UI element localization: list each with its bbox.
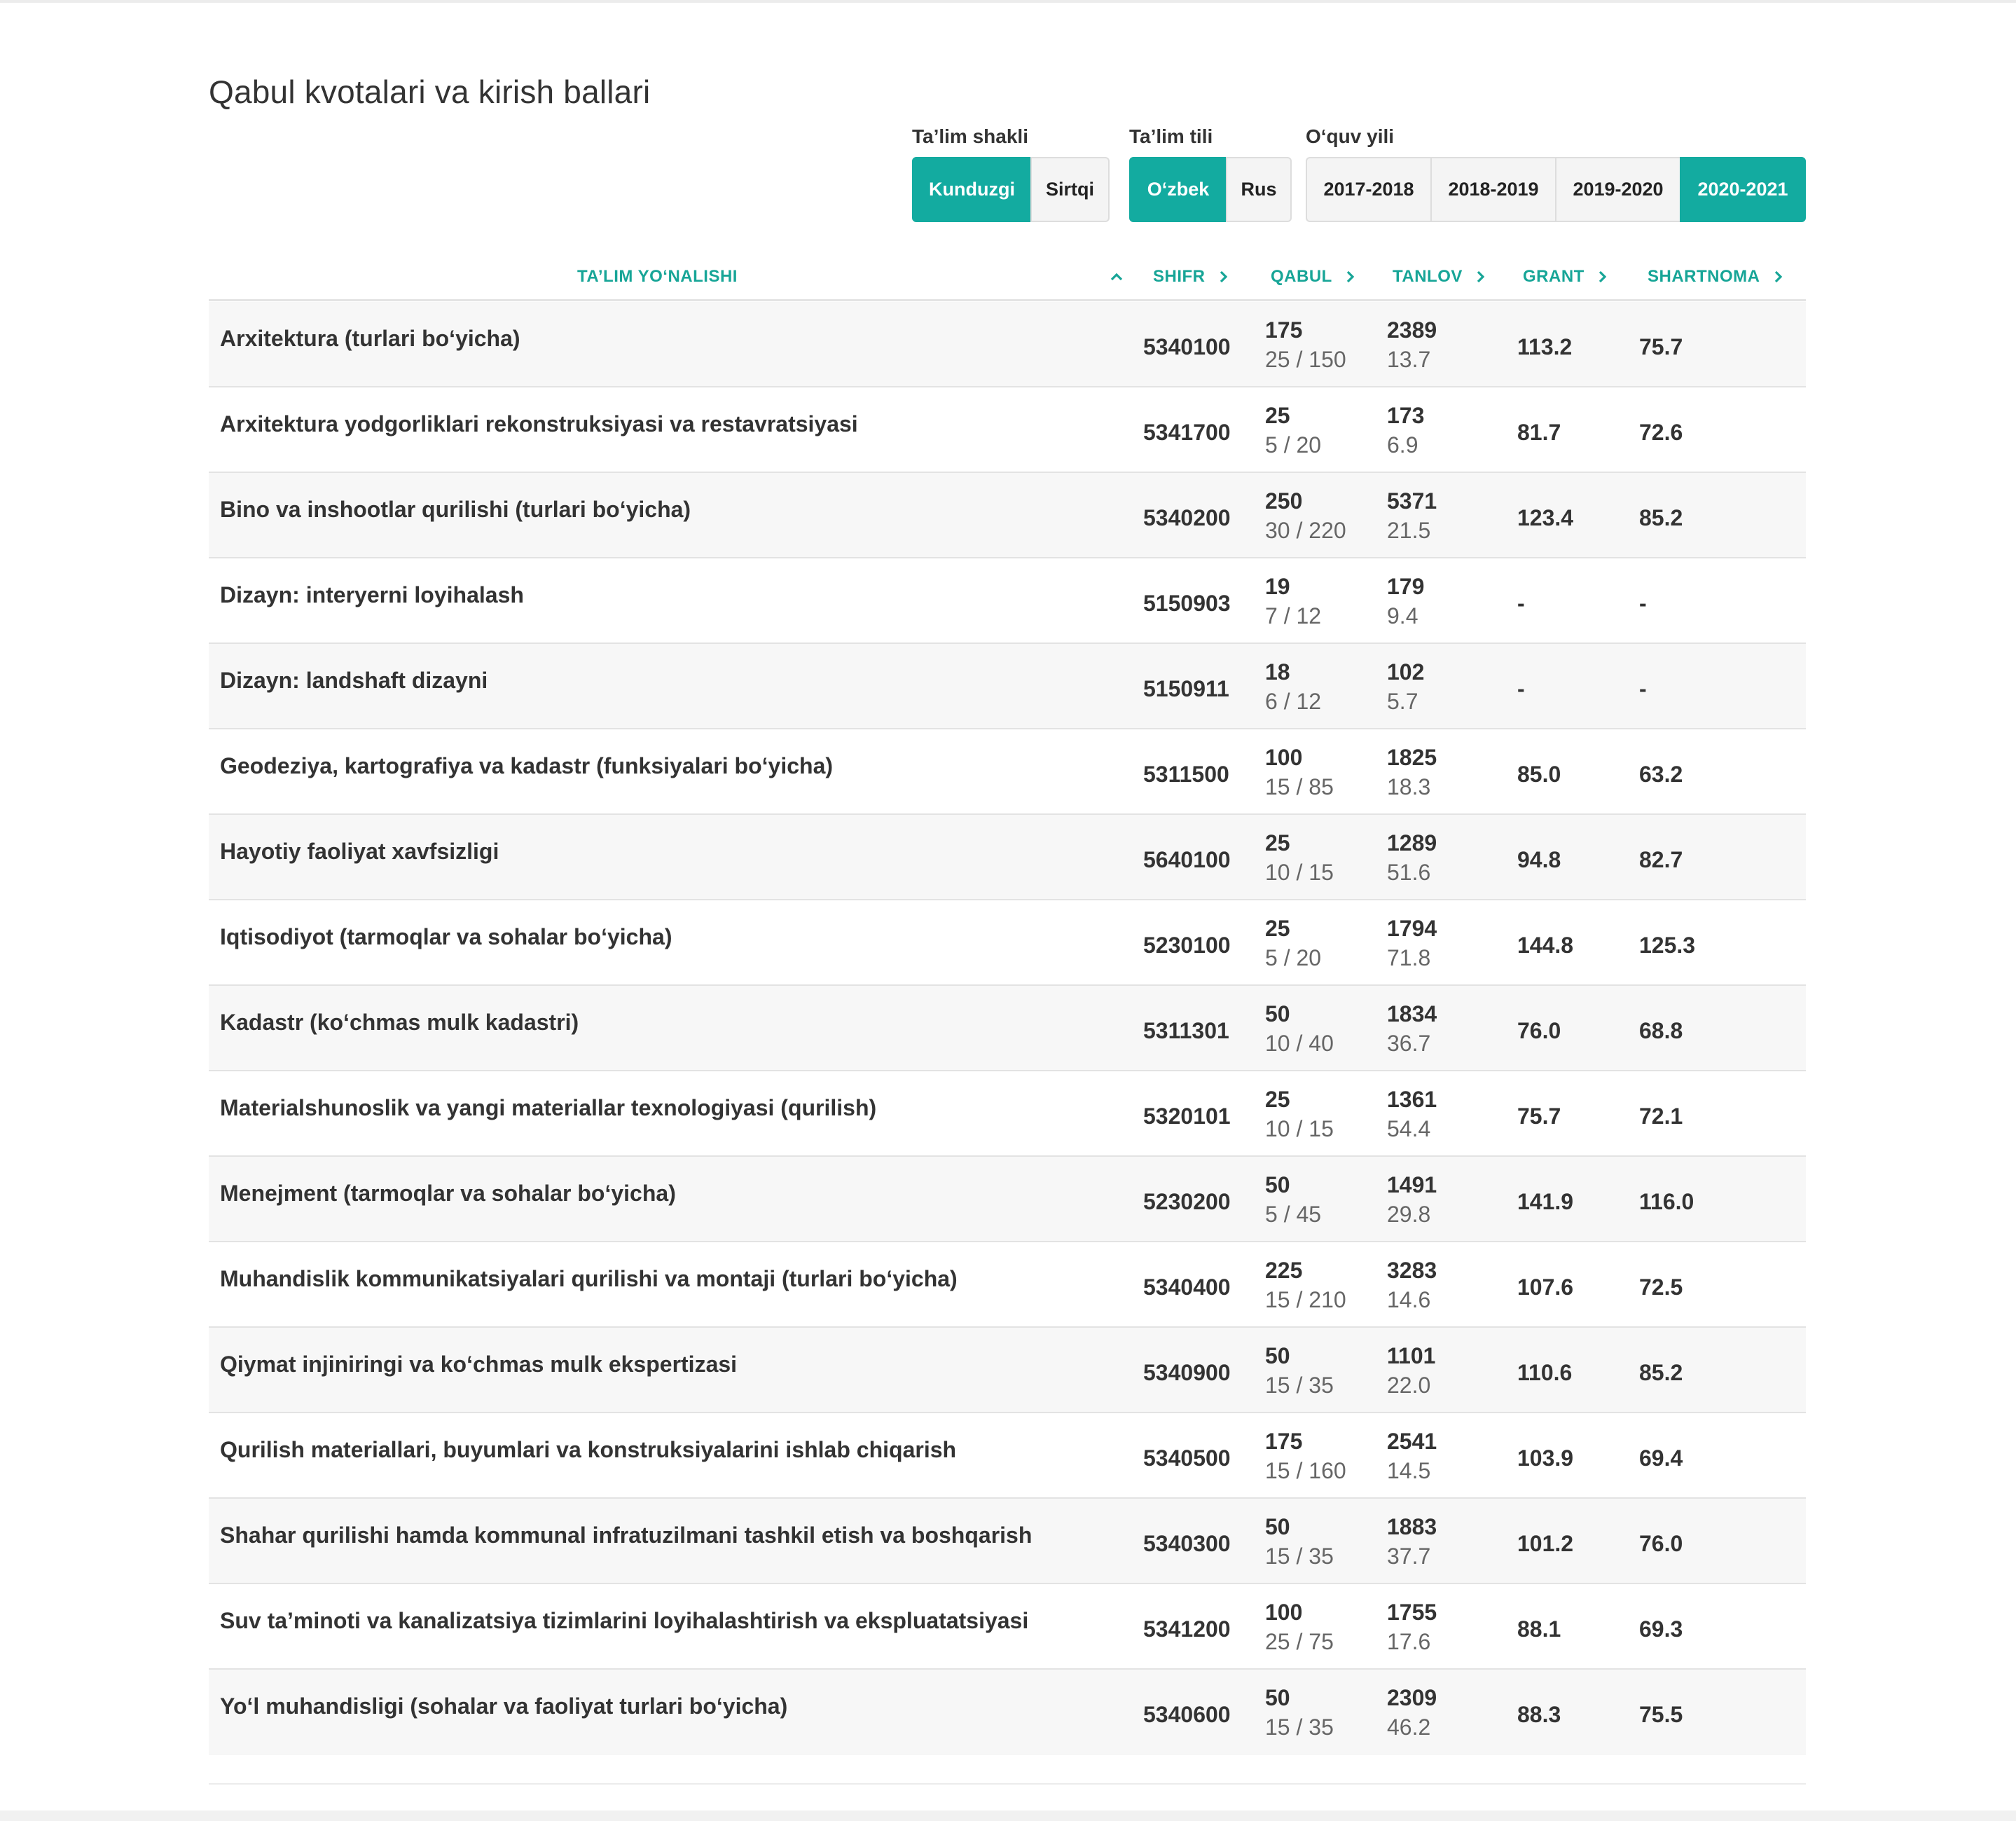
competition-cell (1387, 743, 1437, 802)
competition-cell (1387, 1427, 1437, 1486)
contract-score: - (1639, 676, 1647, 701)
direction-code: 5230100 (1143, 933, 1231, 958)
applicants-count: 1289 (1387, 830, 1437, 855)
competition-ratio: 46.2 (1387, 1715, 1431, 1740)
grant-score: 141.9 (1517, 1189, 1574, 1214)
column-header-direction-label: TA’LIM YO‘NALISHI (577, 267, 738, 286)
quota-total: 50 (1265, 1343, 1290, 1368)
quota-split: 6 / 12 (1265, 689, 1322, 714)
column-header-code[interactable] (1153, 252, 1228, 301)
quota-total: 18 (1265, 659, 1290, 685)
direction-name: Arxitektura (turlari bo‘yicha) (220, 326, 520, 351)
applicants-count: 173 (1387, 403, 1425, 428)
table-row (209, 558, 1806, 644)
applicants-count: 5371 (1387, 488, 1437, 514)
quota-split: 5 / 45 (1265, 1202, 1322, 1227)
quota-cell (1265, 1171, 1321, 1230)
quota-cell (1265, 658, 1321, 717)
table-row (209, 729, 1806, 815)
quota-cell (1265, 1598, 1334, 1657)
quota-total: 50 (1265, 1001, 1290, 1026)
language-uzbek-button[interactable]: O‘zbek (1129, 157, 1227, 222)
direction-code: 5640100 (1143, 847, 1231, 872)
direction-name: Kadastr (ko‘chmas mulk kadastri) (220, 1010, 579, 1035)
direction-code: 5340500 (1143, 1445, 1231, 1471)
table-row (209, 986, 1806, 1071)
grant-score: 107.6 (1517, 1274, 1574, 1300)
quota-total: 50 (1265, 1685, 1290, 1710)
table-row (209, 473, 1806, 558)
applicants-count: 3283 (1387, 1258, 1437, 1283)
table-header (209, 252, 1806, 301)
competition-cell (1387, 914, 1437, 973)
grant-score: 94.8 (1517, 847, 1561, 872)
quota-cell (1265, 1427, 1346, 1486)
competition-cell (1387, 401, 1424, 460)
direction-code: 5311301 (1143, 1018, 1229, 1043)
quota-total: 50 (1265, 1514, 1290, 1539)
direction-name: Qurilish materiallari, buyumlari va konstruksiyalarini ishlab chiqarish (220, 1437, 957, 1462)
applicants-count: 2541 (1387, 1429, 1437, 1454)
competition-cell (1387, 1684, 1437, 1743)
language-russian-button[interactable]: Rus (1226, 157, 1292, 222)
quota-cell (1265, 914, 1321, 973)
contract-score: 116.0 (1639, 1189, 1694, 1214)
grant-score: 110.6 (1517, 1360, 1573, 1385)
filter-academic-year (1306, 125, 1806, 222)
page-footer-band (0, 1810, 2016, 1821)
quota-cell (1265, 1085, 1334, 1144)
study-form-kunduzgi-button[interactable]: Kunduzgi (912, 157, 1032, 222)
contract-score: 72.5 (1639, 1274, 1683, 1300)
grant-score: 123.4 (1517, 505, 1574, 530)
table-row (209, 387, 1806, 473)
contract-score: 125.3 (1639, 933, 1696, 958)
quota-cell (1265, 1000, 1334, 1059)
contract-score: 75.5 (1639, 1702, 1683, 1727)
competition-cell (1387, 1598, 1437, 1657)
sort-direction-toggle[interactable] (1097, 252, 1124, 301)
quota-cell (1265, 487, 1346, 546)
column-header-grant[interactable] (1523, 252, 1607, 301)
contract-score: 76.0 (1639, 1531, 1683, 1556)
quota-total: 25 (1265, 916, 1290, 941)
grant-score: 75.7 (1517, 1104, 1561, 1129)
competition-ratio: 14.6 (1387, 1287, 1431, 1312)
grant-score: - (1517, 676, 1525, 701)
column-header-grant-label: GRANT (1523, 267, 1585, 286)
quota-split: 30 / 220 (1265, 518, 1346, 543)
table-row (209, 1157, 1806, 1242)
direction-code: 5341700 (1143, 420, 1231, 445)
direction-name: Materialshunoslik va yangi materiallar texnologiyasi (qurilish) (220, 1095, 877, 1120)
table-row (209, 1584, 1806, 1670)
table-row (209, 302, 1806, 387)
competition-ratio: 5.7 (1387, 689, 1418, 714)
quota-total: 25 (1265, 830, 1290, 855)
direction-name: Arxitektura yodgorliklari rekonstruksiyasi va restavratsiyasi (220, 411, 858, 437)
chevron-right-icon (1597, 270, 1607, 284)
competition-cell (1387, 572, 1424, 631)
quota-split: 25 / 75 (1265, 1629, 1334, 1654)
direction-code: 5340900 (1143, 1360, 1231, 1385)
column-header-contract-label: SHARTNOMA (1648, 267, 1760, 286)
direction-name: Iqtisodiyot (tarmoqlar va sohalar bo‘yicha) (220, 924, 672, 949)
contract-score: 85.2 (1639, 505, 1683, 530)
direction-code: 5340600 (1143, 1702, 1231, 1727)
contract-score: 72.1 (1639, 1104, 1683, 1129)
quota-cell (1265, 829, 1334, 888)
competition-cell (1387, 1085, 1437, 1144)
quota-cell (1265, 1513, 1334, 1572)
applicants-count: 1101 (1387, 1343, 1436, 1368)
contract-score: - (1639, 591, 1647, 616)
chevron-right-icon (1475, 270, 1485, 284)
competition-cell (1387, 1513, 1437, 1572)
competition-cell (1387, 487, 1437, 546)
quota-split: 15 / 35 (1265, 1715, 1334, 1740)
competition-cell (1387, 1256, 1437, 1315)
filter-study-form (912, 125, 1110, 222)
competition-ratio: 21.5 (1387, 518, 1431, 543)
competition-ratio: 17.6 (1387, 1629, 1431, 1654)
applicants-count: 1755 (1387, 1600, 1437, 1625)
table-row (209, 1670, 1806, 1755)
quota-cell (1265, 1342, 1334, 1401)
competition-ratio: 22.0 (1387, 1373, 1431, 1398)
quota-total: 50 (1265, 1172, 1290, 1197)
table-row (209, 1242, 1806, 1328)
direction-name: Suv ta’minoti va kanalizatsiya tizimlarini loyihalashtirish va ekspluatatsiyasi (220, 1608, 1029, 1633)
academic-year-toggle (1306, 157, 1806, 222)
direction-name: Menejment (tarmoqlar va sohalar bo‘yicha) (220, 1181, 676, 1206)
table-row (209, 1499, 1806, 1584)
applicants-count: 2309 (1387, 1685, 1437, 1710)
competition-ratio: 51.6 (1387, 860, 1431, 885)
competition-cell (1387, 316, 1437, 375)
quota-total: 175 (1265, 317, 1303, 343)
table-row (209, 1413, 1806, 1499)
table-row (209, 900, 1806, 986)
quota-cell (1265, 1256, 1346, 1315)
year-2019-2020-button[interactable]: 2019-2020 (1555, 157, 1681, 222)
direction-name: Dizayn: landshaft dizayni (220, 668, 488, 693)
competition-cell (1387, 1000, 1437, 1059)
quota-total: 100 (1265, 1600, 1303, 1625)
quota-total: 175 (1265, 1429, 1303, 1454)
applicants-count: 102 (1387, 659, 1425, 685)
filter-study-form-label: Ta’lim shakli (912, 125, 1028, 147)
competition-ratio: 71.8 (1387, 945, 1431, 970)
quota-split: 15 / 210 (1265, 1287, 1346, 1312)
quota-split: 15 / 160 (1265, 1458, 1346, 1483)
quota-split: 7 / 12 (1265, 603, 1322, 628)
chevron-right-icon (1345, 270, 1355, 284)
grant-score: 88.3 (1517, 1702, 1561, 1727)
quota-split: 10 / 40 (1265, 1031, 1334, 1056)
quota-split: 15 / 35 (1265, 1544, 1334, 1569)
table-row (209, 1328, 1806, 1413)
language-toggle (1129, 157, 1292, 222)
column-header-competition[interactable] (1393, 252, 1485, 301)
competition-ratio: 54.4 (1387, 1116, 1431, 1141)
page-title: Qabul kvotalari va kirish ballari (209, 74, 651, 110)
applicants-count: 179 (1387, 574, 1425, 599)
direction-name: Muhandislik kommunikatsiyalari qurilishi va montaji (turlari bo‘yicha) (220, 1266, 958, 1291)
competition-cell (1387, 1171, 1437, 1230)
table-body (209, 302, 1806, 1755)
grant-score: - (1517, 591, 1525, 616)
grant-score: 101.2 (1517, 1531, 1574, 1556)
quota-total: 250 (1265, 488, 1303, 514)
contract-score: 69.4 (1639, 1445, 1683, 1471)
year-2018-2019-button[interactable]: 2018-2019 (1430, 157, 1556, 222)
top-border (0, 0, 2016, 3)
contract-score: 69.3 (1639, 1616, 1683, 1642)
filter-language (1129, 125, 1292, 222)
grant-score: 81.7 (1517, 420, 1561, 445)
direction-code: 5150903 (1143, 591, 1231, 616)
quota-cell (1265, 1684, 1334, 1743)
direction-name: Bino va inshootlar qurilishi (turlari bo‘yicha) (220, 497, 691, 522)
applicants-count: 1491 (1387, 1172, 1437, 1197)
competition-ratio: 13.7 (1387, 347, 1431, 372)
filter-language-label: Ta’lim tili (1129, 125, 1213, 147)
grant-score: 85.0 (1517, 762, 1561, 787)
column-header-direction[interactable] (577, 252, 738, 301)
column-header-contract[interactable] (1648, 252, 1783, 301)
quota-cell (1265, 743, 1334, 802)
direction-code: 5340300 (1143, 1531, 1231, 1556)
study-form-sirtqi-button[interactable]: Sirtqi (1030, 157, 1110, 222)
filter-academic-year-label: O‘quv yili (1306, 125, 1395, 147)
competition-ratio: 9.4 (1387, 603, 1418, 628)
quota-split: 5 / 20 (1265, 432, 1322, 458)
quota-cell (1265, 316, 1346, 375)
applicants-count: 1794 (1387, 916, 1437, 941)
direction-code: 5340200 (1143, 505, 1231, 530)
quota-split: 10 / 15 (1265, 1116, 1334, 1141)
table-bottom-divider (209, 1783, 1806, 1785)
contract-score: 82.7 (1639, 847, 1683, 872)
quota-total: 19 (1265, 574, 1290, 599)
contract-score: 85.2 (1639, 1360, 1683, 1385)
contract-score: 63.2 (1639, 762, 1683, 787)
competition-ratio: 18.3 (1387, 774, 1431, 799)
direction-name: Qiymat injiniringi va ko‘chmas mulk ekspertizasi (220, 1352, 738, 1377)
study-form-toggle (912, 157, 1110, 222)
contract-score: 75.7 (1639, 334, 1683, 359)
quota-cell (1265, 401, 1321, 460)
year-2020-2021-button[interactable]: 2020-2021 (1680, 157, 1806, 222)
direction-name: Yo‘l muhandisligi (sohalar va faoliyat turlari bo‘yicha) (220, 1693, 788, 1719)
quota-total: 100 (1265, 745, 1303, 770)
direction-name: Shahar qurilishi hamda kommunal infratuzilmani tashkil etish va boshqarish (220, 1523, 1033, 1548)
direction-code: 5340400 (1143, 1274, 1231, 1300)
column-header-code-label: SHIFR (1153, 267, 1206, 286)
grant-score: 113.2 (1517, 334, 1573, 359)
competition-ratio: 29.8 (1387, 1202, 1431, 1227)
table-row (209, 1071, 1806, 1157)
quota-cell (1265, 572, 1321, 631)
column-header-quota-label: QABUL (1271, 267, 1332, 286)
quota-total: 25 (1265, 1087, 1290, 1112)
quota-split: 5 / 20 (1265, 945, 1322, 970)
direction-name: Geodeziya, kartografiya va kadastr (funksiyalari bo‘yicha) (220, 753, 834, 778)
chevron-right-icon (1773, 270, 1783, 284)
applicants-count: 1883 (1387, 1514, 1437, 1539)
competition-ratio: 36.7 (1387, 1031, 1431, 1056)
competition-cell (1387, 1342, 1435, 1401)
quota-total: 25 (1265, 403, 1290, 428)
quota-split: 15 / 35 (1265, 1373, 1334, 1398)
grant-score: 76.0 (1517, 1018, 1561, 1043)
direction-name: Hayotiy faoliyat xavfsizligi (220, 839, 499, 864)
competition-ratio: 37.7 (1387, 1544, 1431, 1569)
grant-score: 144.8 (1517, 933, 1574, 958)
direction-code: 5311500 (1143, 762, 1229, 787)
applicants-count: 1834 (1387, 1001, 1437, 1026)
competition-ratio: 6.9 (1387, 432, 1418, 458)
competition-ratio: 14.5 (1387, 1458, 1431, 1483)
grant-score: 88.1 (1517, 1616, 1561, 1642)
competition-cell (1387, 829, 1437, 888)
direction-code: 5341200 (1143, 1616, 1231, 1642)
contract-score: 68.8 (1639, 1018, 1683, 1043)
contract-score: 72.6 (1639, 420, 1683, 445)
quota-total: 225 (1265, 1258, 1303, 1283)
quota-split: 25 / 150 (1265, 347, 1346, 372)
direction-name: Dizayn: interyerni loyihalash (220, 582, 524, 607)
chevron-right-icon (1218, 270, 1228, 284)
table-row (209, 815, 1806, 900)
applicants-count: 1825 (1387, 745, 1437, 770)
applicants-count: 1361 (1387, 1087, 1437, 1112)
table-row (209, 644, 1806, 729)
direction-code: 5150911 (1143, 676, 1229, 701)
applicants-count: 2389 (1387, 317, 1437, 343)
column-header-competition-label: TANLOV (1393, 267, 1463, 286)
grant-score: 103.9 (1517, 1445, 1574, 1471)
year-2017-2018-button[interactable]: 2017-2018 (1306, 157, 1432, 222)
chevron-up-icon (1110, 272, 1124, 282)
direction-code: 5320101 (1143, 1104, 1231, 1129)
column-header-quota[interactable] (1271, 252, 1355, 301)
quota-split: 15 / 85 (1265, 774, 1334, 799)
competition-cell (1387, 658, 1424, 717)
direction-code: 5340100 (1143, 334, 1231, 359)
quota-split: 10 / 15 (1265, 860, 1334, 885)
direction-code: 5230200 (1143, 1189, 1231, 1214)
